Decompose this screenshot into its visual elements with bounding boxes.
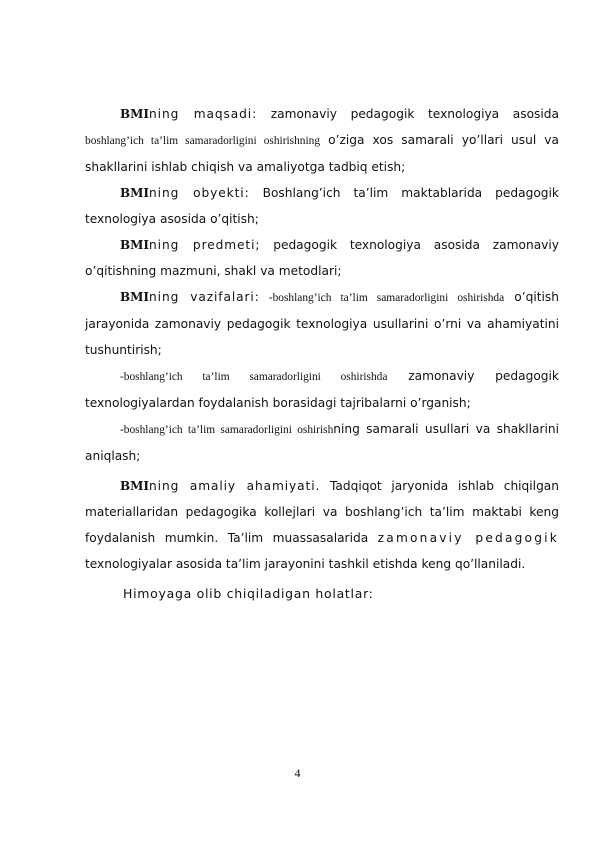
task-2-text-serif: -boshlang’ich ta’lim samaradorligini oshirishda xyxy=(120,371,388,383)
subject-heading: ning predmeti; xyxy=(149,238,261,252)
paragraph-subject xyxy=(85,232,559,284)
goal-text-serif: boshlang’ich ta’lim samaradorligini oshirishning xyxy=(85,135,321,147)
section-heading: Himoyaga olib chiqiladigan holatlar: xyxy=(123,586,374,601)
practical-heading: ning amaliy ahamiyati. xyxy=(149,479,321,493)
paragraph-task-3 xyxy=(85,416,559,469)
tasks-text: o’qitish jarayonida zamonaviy pedagogik texnologiya usullarini o’rni va ahamiyatini tushuntirish; xyxy=(85,290,559,357)
goal-text-1: zamonaviy pedagogik texnologiya asosida xyxy=(257,107,559,121)
task-3-text: ning samarali usullari va shakllarini aniqlash; xyxy=(85,422,559,463)
paragraph-goal xyxy=(85,101,559,180)
object-heading: ning obyekti: xyxy=(149,186,250,200)
document-body xyxy=(85,101,559,607)
abbr-bmi: BMI xyxy=(120,186,150,200)
practical-text-2: texnologiyalar asosida ta’lim jarayonini tashkil etishda keng qo’llaniladi. xyxy=(85,557,526,571)
subject-text: pedagogik texnologiya asosida zamonaviy o’qitishning mazmuni, shakl va metodlari; xyxy=(85,238,559,278)
paragraph-practical xyxy=(85,473,559,577)
abbr-bmi: BMI xyxy=(120,238,150,252)
task-3-text-serif: -boshlang’ich ta’lim samaradorligini oshirish xyxy=(120,424,334,436)
abbr-bmi: BMI xyxy=(120,479,150,493)
goal-heading: ning maqsadi: xyxy=(149,107,258,121)
practical-text-1: Tadqiqot jaryonida ishlab chiqilgan materiallaridan pedagogika kollejlari va boshlang’ich ta’lim maktabi keng foydalanish mumkin. Ta’lim muassasalarida xyxy=(85,479,559,545)
task-2-text: zamonaviy pedagogik texnologiyalardan foydalanish borasidagi tajribalarni o’rganish; xyxy=(85,369,559,410)
tasks-heading: ning vazifalari: xyxy=(149,290,260,304)
page-number: 4 xyxy=(294,766,301,780)
abbr-bmi: BMI xyxy=(120,107,150,121)
paragraph-tasks xyxy=(85,284,559,363)
paragraph-task-2 xyxy=(85,363,559,416)
goal-text-2: o’ziga xos samarali yo’llari usul va shakllarini ishlab chiqish va amaliyotga tadbiq etish; xyxy=(85,133,559,174)
tasks-text-serif: -boshlang’ich ta’lim samaradorligini oshirishda xyxy=(259,292,505,304)
object-text: Boshlang’ich ta’lim maktablarida pedagogik texnologiya asosida o’qitish; xyxy=(85,186,559,226)
abbr-bmi: BMI xyxy=(120,290,150,304)
paragraph-object xyxy=(85,180,559,232)
practical-spaced-text: zamonaviy pedagogik xyxy=(377,531,559,545)
